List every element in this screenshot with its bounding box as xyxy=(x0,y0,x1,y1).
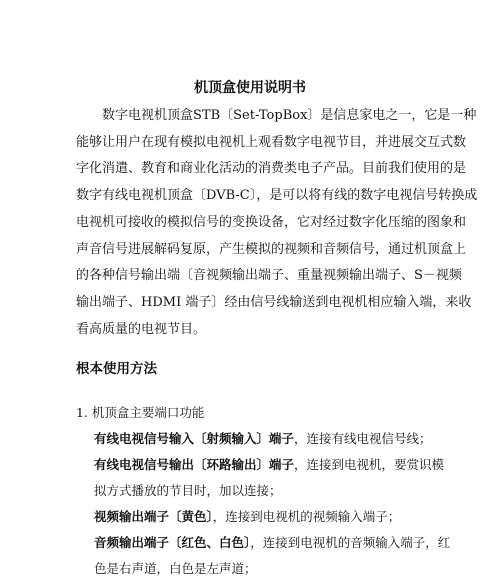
intro-line: 声音信号进展解码复原，产生模拟的视频和音频信号，通过机顶盒上 xyxy=(76,241,467,257)
port-item xyxy=(76,452,445,478)
intro-line: 数字有线电视机顶盒〔DVB-C〕，是可以将有线的数字电视信号转换成 xyxy=(76,188,478,204)
intro-paragraph xyxy=(76,103,478,343)
list-title: 1. 机顶盒主要端口功能 xyxy=(76,405,205,420)
port-item xyxy=(76,530,451,556)
port-item xyxy=(76,504,436,530)
intro-line: 看高质量的电视节目。 xyxy=(76,321,207,337)
intro-line: 输出端子、HDMI 端子〕经由信号线输送到电视机相应输入端，来收 xyxy=(76,294,472,310)
port-list xyxy=(76,400,451,582)
port-desc-cont: 色是右声道，白色是左声道； xyxy=(94,561,257,576)
port-name: 音频输出端子〔红色、白色〕 xyxy=(94,535,251,550)
port-name: 有线电视信号输入〔射频输入〕端子 xyxy=(94,431,295,446)
port-desc: ，连接到电视机，要赏识模 xyxy=(294,457,445,472)
port-desc: ，连接有线电视信号线； xyxy=(294,431,432,446)
port-desc-cont: 拟方式播放的节目时，加以连接； xyxy=(94,483,282,498)
port-name: 有线电视信号输出〔环路输出〕端子 xyxy=(94,457,295,472)
port-desc: ，连接到电视机的视频输入端子； xyxy=(212,509,401,524)
document-title: 机顶盒使用说明书 xyxy=(194,80,306,96)
port-item xyxy=(76,426,436,452)
port-desc: ，连接到电视机的音频输入端子，红 xyxy=(250,535,451,550)
intro-line: 数字电视机顶盒STB〔Set-TopBox〕是信息家电之一，它是一种 xyxy=(102,108,477,123)
port-name: 视频输出端子〔黄色〕 xyxy=(94,509,213,524)
section-heading: 根本使用方法 xyxy=(76,361,157,377)
intro-line: 的各种信号输出端〔音视频输出端子、重量视频输出端子、S－视频 xyxy=(76,268,462,284)
intro-line: 字化消遣、教育和商业化活动的消费类电子产品。目前我们使用的是 xyxy=(76,161,467,177)
intro-line: 电视机可接收的模拟信号的变换设备，它对经过数字化压缩的图象和 xyxy=(76,214,467,230)
intro-line: 能够让用户在现有模拟电视机上观看数字电视节目，并进展交互式数 xyxy=(76,134,467,150)
